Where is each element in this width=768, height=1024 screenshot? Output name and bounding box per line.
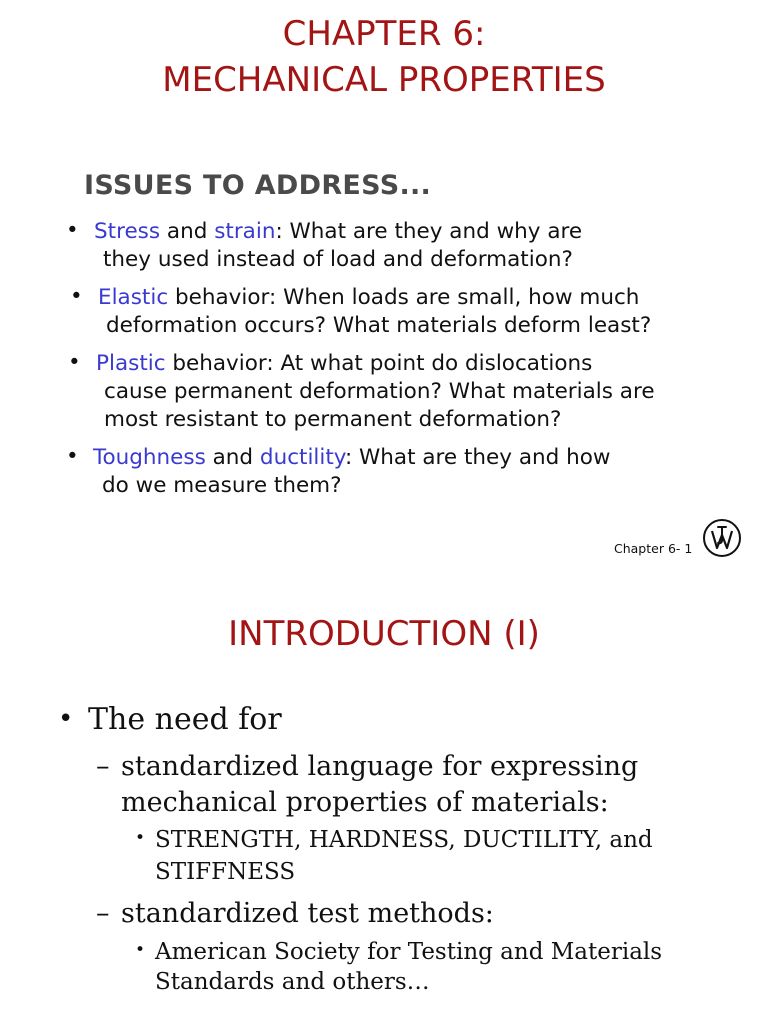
bullet-dot: • [135,828,146,848]
slide2-title: INTRODUCTION (I) [228,614,540,654]
sub1-line2: mechanical properties of materials: [121,787,609,818]
term-plastic: Plastic [96,351,166,376]
bullet-dot: • [135,940,146,960]
bullet-text: and [205,445,260,470]
bullet-dot: • [66,218,79,243]
bullet-plastic [96,350,592,378]
bullet-dot: • [70,284,83,309]
slide1-title-line1: CHAPTER 6: [282,14,486,54]
term-stress: Stress [94,219,161,244]
sub2-item-line2: Standards and others… [155,969,430,995]
sub2-line: standardized test methods: [121,898,494,929]
bullet-plastic-line2: cause permanent deformation? What materials are [104,379,655,404]
page-number: Chapter 6- 1 [614,541,693,556]
bullet-text: : What are they and why are [275,219,583,244]
sub1-line1: standardized language for expressing [121,751,639,782]
bullet-text: and [160,219,215,244]
bullet-text: : What are they and how [344,445,611,470]
bullet-text: behavior: When loads are small, how much [168,285,640,310]
bullet-text: behavior: At what point do dislocations [165,351,593,376]
bullet-toughness-line2: do we measure them? [102,473,342,498]
term-strain: strain [214,219,276,244]
bullet-dot: • [66,444,79,469]
dash-marker: – [96,751,110,782]
need-for-text: The need for [88,702,282,737]
bullet-dot: • [58,704,74,734]
bullet-toughness-ductility [93,444,610,472]
bullet-stress-strain-line2: they used instead of load and deformation? [103,247,573,272]
sub1-item-line2: STIFFNESS [155,859,296,885]
term-toughness: Toughness [93,445,206,470]
bullet-stress-strain [94,218,582,246]
slide1-title-line2: MECHANICAL PROPERTIES [162,60,606,100]
term-elastic: Elastic [98,285,169,310]
sub1-item-line1: STRENGTH, HARDNESS, DUCTILITY, and [155,827,653,853]
issues-heading: ISSUES TO ADDRESS... [84,170,432,201]
term-ductility: ductility [259,445,345,470]
bullet-elastic [98,284,639,312]
bullet-elastic-line2: deformation occurs? What materials deform least? [106,313,652,338]
bullet-dot: • [68,350,81,375]
bullet-plastic-line3: most resistant to permanent deformation? [104,407,562,432]
publisher-monogram-icon [702,518,742,558]
sub2-item-line1: American Society for Testing and Materials [155,939,663,965]
dash-marker: – [96,898,110,929]
